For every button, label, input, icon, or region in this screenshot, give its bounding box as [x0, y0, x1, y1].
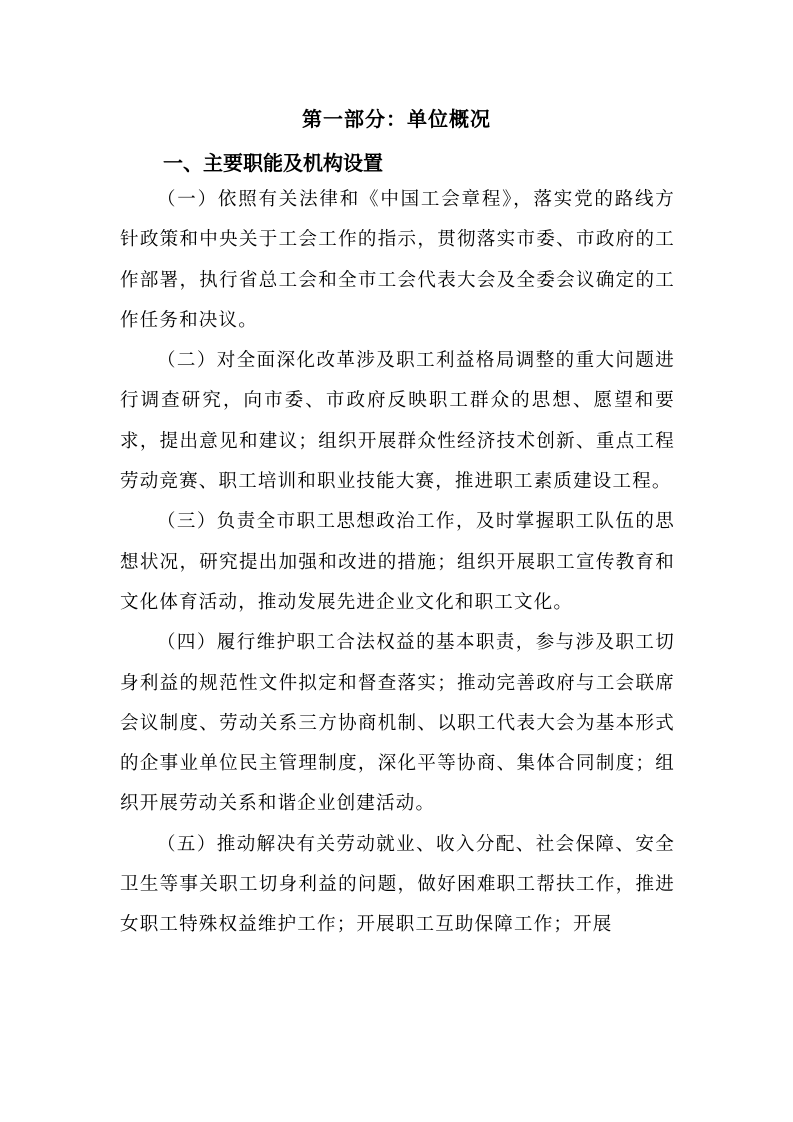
paragraph-4: （四）履行维护职工合法权益的基本职责，参与涉及职工切身利益的规范性文件拟定和督查落实；推动完善政府与工会联席会议制度、劳动关系三方协商机制、以职工代表大会为基本形式的企事业单位民主管理制度，深化平等协商、集体合同制度；组织开展劳动关系和谐企业创建活动。: [120, 632, 675, 815]
paragraph-2: （二）对全面深化改革涉及职工利益格局调整的重大问题进行调查研究，向市委、市政府反映职工群众的思想、愿望和要求，提出意见和建议；组织开展群众性经济技术创新、重点工程劳动竞赛、职工培训和职业技能大赛，推进职工素质建设工程。: [120, 350, 675, 493]
page-title: 第一部分：单位概况: [302, 107, 491, 131]
paragraph-5: （五）推动解决有关劳动就业、收入分配、社会保障、安全卫生等事关职工切身利益的问题，做好困难职工帮扶工作，推进女职工特殊权益维护工作；开展职工互助保障工作；开展: [120, 833, 675, 936]
paragraph-3: （三）负责全市职工思想政治工作，及时掌握职工队伍的思想状况，研究提出加强和改进的措施；组织开展职工宣传教育和文化体育活动，推动发展先进企业文化和职工文化。: [120, 511, 675, 613]
document-body: [120, 180, 675, 946]
section-heading: 一、主要职能及机构设置: [163, 151, 383, 175]
paragraph-1: （一）依照有关法律和《中国工会章程》，落实党的路线方针政策和中央关于工会工作的指示，贯彻落实市委、市政府的工作部署，执行省总工会和全市工会代表大会及全委会议确定的工作任务和决议。: [120, 189, 675, 331]
